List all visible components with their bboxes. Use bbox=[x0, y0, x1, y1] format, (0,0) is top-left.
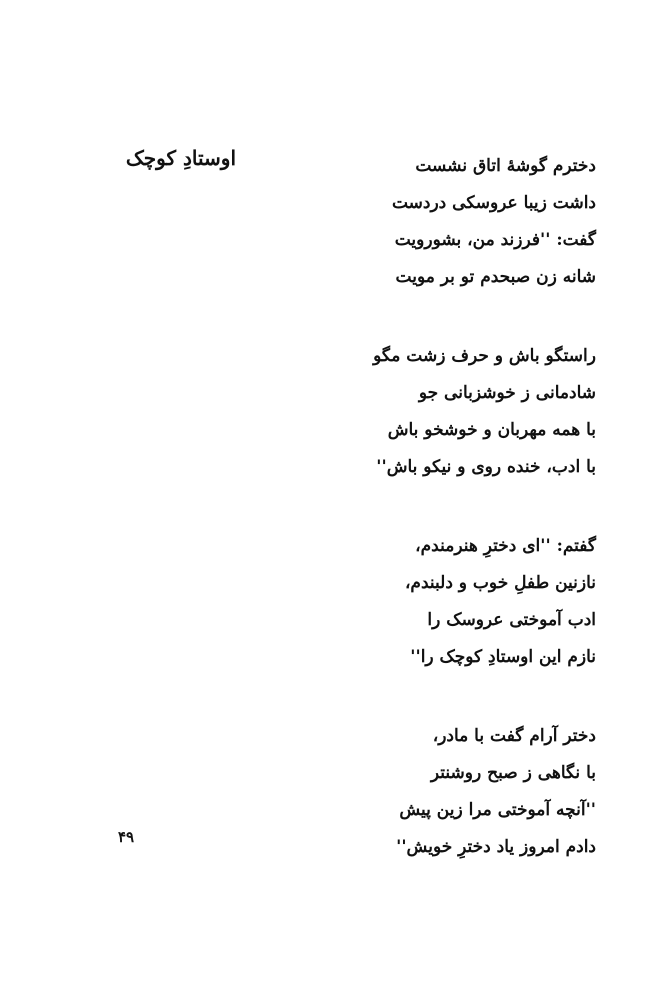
poem-line: گفت: ''فرزند من، بشورویت bbox=[394, 230, 596, 250]
poem-line: با نگاهی ز صبح روشنتر bbox=[430, 763, 596, 783]
poem-line: دادم امروز یاد دخترِ خویش'' bbox=[396, 837, 596, 857]
poem-line: دختر آرام گفت با مادر، bbox=[432, 726, 596, 746]
poem-line: نازم این اوستادِ کوچک را'' bbox=[410, 647, 596, 667]
poem-line: با همه مهربان و خوشخو باش bbox=[387, 420, 596, 440]
poem-line: شادمانی ز خوشزبانی جو bbox=[418, 383, 596, 403]
poem-title: اوستادِ کوچک bbox=[125, 146, 236, 170]
poem-line: داشت زیبا عروسکی دردست bbox=[391, 193, 596, 213]
poem-line: راستگو باش و حرف زشت مگو bbox=[373, 346, 596, 366]
poem-line: دخترم گوشهٔ اتاق نشست bbox=[415, 156, 596, 176]
stanza-2 bbox=[276, 338, 596, 486]
poem-line: ادب آموختی عروسک را bbox=[427, 610, 596, 630]
poem-line: گفتم: ''ای دخترِ هنرمندم، bbox=[415, 536, 596, 556]
poem-line: شانه زن صبحدم تو بر مویت bbox=[395, 267, 596, 287]
page-number: ۴۹ bbox=[118, 828, 135, 846]
stanza-1 bbox=[276, 148, 596, 296]
stanza-4 bbox=[276, 718, 596, 866]
poem-line: ''آنچه آموختی مرا زین پیش bbox=[399, 800, 596, 820]
poem-line: با ادب، خنده روی و نیکو باش'' bbox=[376, 457, 596, 477]
poem-body bbox=[276, 148, 596, 908]
poem-line: نازنین طفلِ خوب و دلبندم، bbox=[404, 573, 596, 593]
stanza-3 bbox=[276, 528, 596, 676]
